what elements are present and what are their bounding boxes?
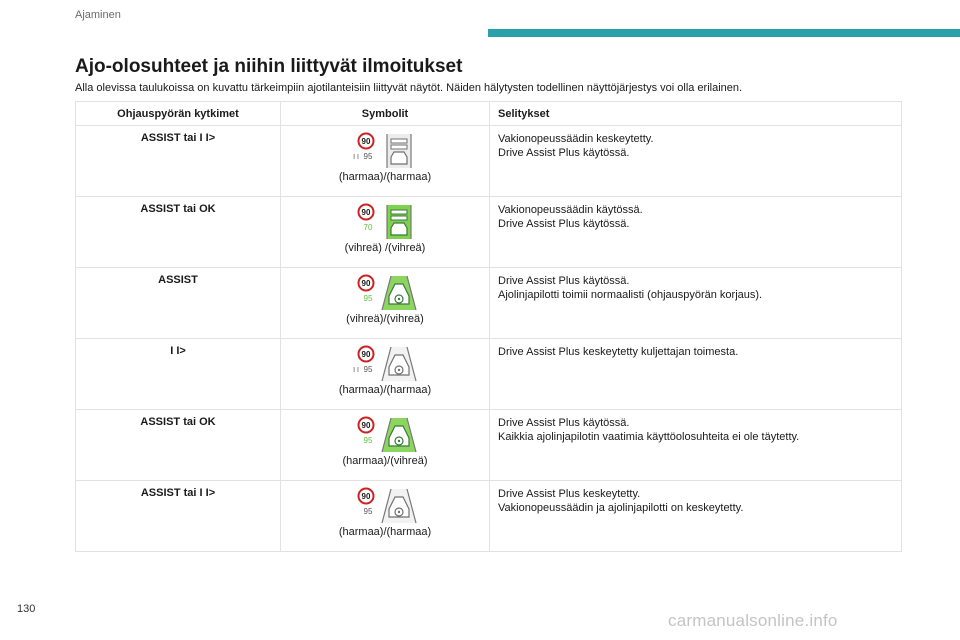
drive-assist-symbol-icon bbox=[349, 203, 421, 241]
table-row bbox=[76, 126, 902, 197]
switch-cell: I I> bbox=[76, 339, 281, 410]
symbol-cell bbox=[281, 126, 490, 197]
drive-assist-symbol-icon bbox=[349, 132, 421, 170]
drive-assist-symbol-icon bbox=[349, 274, 421, 312]
lane-car-icon bbox=[382, 276, 416, 310]
set-speed-value: 95 bbox=[363, 507, 373, 516]
intro-paragraph: Alla olevissa taulukoissa on kuvattu tärkeimpiin ajotilanteisiin liittyvät näytöt. Näiden hälytysten todellinen näyttöjärjestys voi olla erilainen. bbox=[75, 82, 743, 94]
pause-indicator: I I bbox=[353, 154, 359, 161]
explanation-line: Vakionopeussäädin ja ajolinjapilotti on keskeytetty. bbox=[498, 502, 744, 514]
column-header-switches: Ohjauspyörän kytkimet bbox=[76, 102, 281, 126]
switch-cell: ASSIST tai OK bbox=[76, 197, 281, 268]
table-header-row bbox=[76, 102, 902, 126]
steering-hub bbox=[398, 298, 400, 300]
drive-assist-symbol-icon bbox=[349, 487, 421, 525]
table-row bbox=[76, 197, 902, 268]
explanation-line: Vakionopeussäädin keskeytetty. bbox=[498, 133, 654, 145]
table-row bbox=[76, 339, 902, 410]
symbol-color-caption: (harmaa)/(harmaa) bbox=[338, 384, 432, 396]
watermark: carmanualsonline.info bbox=[668, 611, 838, 630]
symbol-color-caption: (vihreä) /(vihreä) bbox=[344, 242, 426, 254]
explanation-cell bbox=[490, 339, 902, 410]
speed-limit-value: 90 bbox=[361, 421, 371, 430]
switch-cell: ASSIST tai I I> bbox=[76, 126, 281, 197]
set-speed-value: 95 bbox=[363, 152, 373, 161]
explanation-line: Drive Assist Plus käytössä. bbox=[498, 275, 630, 287]
header-accent-bar bbox=[488, 29, 960, 37]
driving-conditions-table bbox=[75, 101, 902, 552]
distance-bar-mid bbox=[391, 216, 407, 220]
explanation-line: Kaikkia ajolinjapilotin vaatimia käyttöolosuhteita ei ole täytetty. bbox=[498, 431, 800, 443]
table-body bbox=[76, 126, 902, 552]
symbol-color-caption: (vihreä)/(vihreä) bbox=[346, 313, 424, 325]
switch-cell: ASSIST tai I I> bbox=[76, 481, 281, 552]
speed-limit-value: 90 bbox=[361, 279, 371, 288]
symbol-cell bbox=[281, 410, 490, 481]
explanation-line: Vakionopeussäädin käytössä. bbox=[498, 204, 643, 216]
speed-limit-value: 90 bbox=[361, 350, 371, 359]
lane-car-icon bbox=[382, 347, 416, 381]
symbol-color-caption: (harmaa)/(harmaa) bbox=[338, 526, 432, 538]
table-row bbox=[76, 481, 902, 552]
symbol-cell bbox=[281, 481, 490, 552]
symbol-cell bbox=[281, 339, 490, 410]
symbol-color-caption: (harmaa)/(vihreä) bbox=[342, 455, 428, 467]
column-header-explanations: Selitykset bbox=[490, 102, 902, 126]
switch-cell: ASSIST bbox=[76, 268, 281, 339]
set-speed-value: 95 bbox=[363, 294, 373, 303]
drive-assist-symbol-icon bbox=[349, 345, 421, 383]
set-speed-value: 95 bbox=[363, 365, 373, 374]
section-label: Ajaminen bbox=[75, 9, 121, 21]
explanation-line: Drive Assist Plus keskeytetty. bbox=[498, 488, 641, 500]
pause-indicator: I I bbox=[353, 367, 359, 374]
lane-car-icon bbox=[387, 205, 411, 239]
table-row bbox=[76, 410, 902, 481]
distance-bar-mid bbox=[391, 145, 407, 149]
speed-limit-value: 90 bbox=[361, 492, 371, 501]
set-speed-value: 70 bbox=[363, 223, 373, 232]
lane-car-icon bbox=[387, 134, 411, 168]
drive-assist-symbol-icon bbox=[349, 416, 421, 454]
page-title: Ajo-olosuhteet ja niihin liittyvät ilmoitukset bbox=[75, 56, 463, 77]
symbol-color-caption: (harmaa)/(harmaa) bbox=[338, 171, 432, 183]
explanation-line: Drive Assist Plus käytössä. bbox=[498, 218, 630, 230]
explanation-cell bbox=[490, 197, 902, 268]
table-row bbox=[76, 268, 902, 339]
page-number: 130 bbox=[17, 603, 36, 615]
column-header-symbols: Symbolit bbox=[281, 102, 490, 126]
distance-bar-top bbox=[391, 139, 407, 143]
steering-hub bbox=[398, 511, 400, 513]
lane-car-icon bbox=[382, 418, 416, 452]
explanation-cell bbox=[490, 481, 902, 552]
explanation-cell bbox=[490, 410, 902, 481]
symbol-cell bbox=[281, 268, 490, 339]
distance-bar-top bbox=[391, 210, 407, 214]
car-body bbox=[391, 152, 407, 164]
switch-cell: ASSIST tai OK bbox=[76, 410, 281, 481]
speed-limit-value: 90 bbox=[361, 208, 371, 217]
explanation-cell bbox=[490, 268, 902, 339]
explanation-cell bbox=[490, 126, 902, 197]
lane-car-icon bbox=[382, 489, 416, 523]
explanation-line: Drive Assist Plus keskeytetty kuljettajan toimesta. bbox=[498, 346, 739, 358]
explanation-line: Drive Assist Plus käytössä. bbox=[498, 147, 630, 159]
explanation-line: Drive Assist Plus käytössä. bbox=[498, 417, 630, 429]
set-speed-value: 95 bbox=[363, 436, 373, 445]
steering-hub bbox=[398, 369, 400, 371]
car-body bbox=[391, 223, 407, 235]
symbol-cell bbox=[281, 197, 490, 268]
speed-limit-value: 90 bbox=[361, 137, 371, 146]
explanation-line: Ajolinjapilotti toimii normaalisti (ohjauspyörän korjaus). bbox=[498, 289, 763, 301]
steering-hub bbox=[398, 440, 400, 442]
